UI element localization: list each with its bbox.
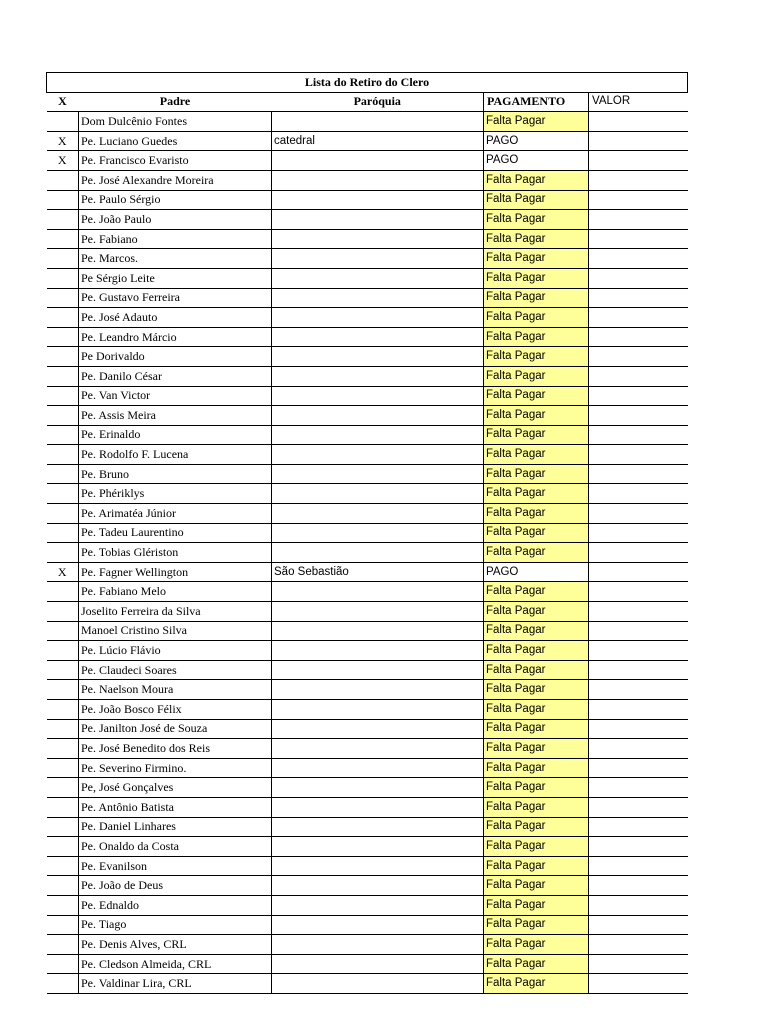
cell-paroquia bbox=[272, 151, 484, 171]
cell-valor bbox=[589, 170, 688, 190]
table-body bbox=[47, 112, 688, 994]
cell-valor bbox=[589, 190, 688, 210]
cell-padre: Pe. Tiago bbox=[79, 915, 272, 935]
cell-padre: Pe. Fabiano Melo bbox=[79, 582, 272, 602]
cell-x bbox=[47, 504, 79, 524]
cell-valor bbox=[589, 425, 688, 445]
cell-padre: Manoel Cristino Silva bbox=[79, 621, 272, 641]
table-row bbox=[47, 445, 688, 465]
cell-padre: Pe. José Benedito dos Reis bbox=[79, 739, 272, 759]
cell-pagamento: Falta Pagar bbox=[484, 758, 589, 778]
cell-paroquia bbox=[272, 954, 484, 974]
cell-x bbox=[47, 739, 79, 759]
cell-valor bbox=[589, 739, 688, 759]
cell-pagamento: Falta Pagar bbox=[484, 602, 589, 622]
cell-valor bbox=[589, 935, 688, 955]
cell-x bbox=[47, 308, 79, 328]
cell-paroquia bbox=[272, 406, 484, 426]
cell-valor bbox=[589, 915, 688, 935]
cell-x bbox=[47, 954, 79, 974]
cell-valor bbox=[589, 562, 688, 582]
cell-paroquia bbox=[272, 602, 484, 622]
cell-pagamento: PAGO bbox=[484, 131, 589, 151]
cell-x bbox=[47, 582, 79, 602]
cell-paroquia bbox=[272, 464, 484, 484]
cell-valor bbox=[589, 131, 688, 151]
cell-paroquia bbox=[272, 895, 484, 915]
cell-pagamento: Falta Pagar bbox=[484, 837, 589, 857]
cell-valor bbox=[589, 347, 688, 367]
cell-pagamento: Falta Pagar bbox=[484, 700, 589, 720]
cell-x bbox=[47, 837, 79, 857]
cell-paroquia: São Sebastião bbox=[272, 562, 484, 582]
cell-x bbox=[47, 386, 79, 406]
cell-x bbox=[47, 249, 79, 269]
table-row bbox=[47, 170, 688, 190]
cell-valor bbox=[589, 954, 688, 974]
table-row bbox=[47, 308, 688, 328]
cell-paroquia bbox=[272, 190, 484, 210]
cell-valor bbox=[589, 817, 688, 837]
cell-paroquia bbox=[272, 876, 484, 896]
table-row bbox=[47, 523, 688, 543]
cell-valor bbox=[589, 249, 688, 269]
cell-pagamento: Falta Pagar bbox=[484, 445, 589, 465]
cell-valor bbox=[589, 386, 688, 406]
cell-padre: Pe. Cledson Almeida, CRL bbox=[79, 954, 272, 974]
cell-valor bbox=[589, 700, 688, 720]
cell-padre: Pe. Denis Alves, CRL bbox=[79, 935, 272, 955]
cell-padre: Pe. Arimatéa Júnior bbox=[79, 504, 272, 524]
cell-x bbox=[47, 445, 79, 465]
cell-pagamento: Falta Pagar bbox=[484, 249, 589, 269]
cell-x bbox=[47, 425, 79, 445]
cell-paroquia bbox=[272, 112, 484, 132]
table-row bbox=[47, 935, 688, 955]
table-row bbox=[47, 347, 688, 367]
cell-padre: Pe. João Paulo bbox=[79, 210, 272, 230]
cell-valor bbox=[589, 484, 688, 504]
cell-pagamento: Falta Pagar bbox=[484, 523, 589, 543]
cell-pagamento: Falta Pagar bbox=[484, 719, 589, 739]
title-row bbox=[47, 73, 688, 93]
cell-pagamento: Falta Pagar bbox=[484, 876, 589, 896]
cell-padre: Pe. Danilo César bbox=[79, 366, 272, 386]
cell-valor bbox=[589, 504, 688, 524]
table-row bbox=[47, 739, 688, 759]
cell-paroquia bbox=[272, 366, 484, 386]
cell-valor bbox=[589, 778, 688, 798]
cell-padre: Pe. Claudeci Soares bbox=[79, 660, 272, 680]
cell-pagamento: Falta Pagar bbox=[484, 504, 589, 524]
cell-padre: Pe. Rodolfo F. Lucena bbox=[79, 445, 272, 465]
table-row bbox=[47, 425, 688, 445]
cell-paroquia bbox=[272, 523, 484, 543]
cell-valor bbox=[589, 543, 688, 563]
cell-paroquia bbox=[272, 680, 484, 700]
cell-x bbox=[47, 719, 79, 739]
cell-paroquia bbox=[272, 504, 484, 524]
table-row bbox=[47, 464, 688, 484]
table-row bbox=[47, 582, 688, 602]
table-row bbox=[47, 837, 688, 857]
cell-padre: Pe. Luciano Guedes bbox=[79, 131, 272, 151]
cell-pagamento: Falta Pagar bbox=[484, 484, 589, 504]
cell-pagamento: Falta Pagar bbox=[484, 778, 589, 798]
cell-x: X bbox=[47, 151, 79, 171]
cell-valor bbox=[589, 719, 688, 739]
cell-paroquia bbox=[272, 856, 484, 876]
cell-padre: Pe. Severino Firmino. bbox=[79, 758, 272, 778]
cell-paroquia bbox=[272, 249, 484, 269]
cell-paroquia bbox=[272, 386, 484, 406]
table-row bbox=[47, 778, 688, 798]
cell-paroquia bbox=[272, 915, 484, 935]
cell-pagamento: Falta Pagar bbox=[484, 406, 589, 426]
cell-padre: Pe, José Gonçalves bbox=[79, 778, 272, 798]
cell-x bbox=[47, 602, 79, 622]
cell-pagamento: Falta Pagar bbox=[484, 817, 589, 837]
cell-paroquia bbox=[272, 425, 484, 445]
cell-valor bbox=[589, 406, 688, 426]
cell-pagamento: Falta Pagar bbox=[484, 268, 589, 288]
table-row bbox=[47, 974, 688, 994]
cell-paroquia bbox=[272, 327, 484, 347]
cell-paroquia bbox=[272, 660, 484, 680]
cell-paroquia bbox=[272, 974, 484, 994]
cell-padre: Pe. Tobias Glériston bbox=[79, 543, 272, 563]
cell-pagamento: Falta Pagar bbox=[484, 464, 589, 484]
table-row bbox=[47, 543, 688, 563]
cell-padre: Joselito Ferreira da Silva bbox=[79, 602, 272, 622]
cell-pagamento: Falta Pagar bbox=[484, 680, 589, 700]
cell-x bbox=[47, 856, 79, 876]
cell-valor bbox=[589, 660, 688, 680]
table-row bbox=[47, 602, 688, 622]
table-row bbox=[47, 268, 688, 288]
cell-pagamento: Falta Pagar bbox=[484, 347, 589, 367]
cell-x bbox=[47, 641, 79, 661]
table-row bbox=[47, 719, 688, 739]
cell-padre: Dom Dulcênio Fontes bbox=[79, 112, 272, 132]
cell-padre: Pe. Paulo Sérgio bbox=[79, 190, 272, 210]
table-row bbox=[47, 366, 688, 386]
cell-paroquia bbox=[272, 308, 484, 328]
cell-x bbox=[47, 700, 79, 720]
cell-valor bbox=[589, 229, 688, 249]
table-row bbox=[47, 112, 688, 132]
cell-pagamento: Falta Pagar bbox=[484, 112, 589, 132]
cell-valor bbox=[589, 327, 688, 347]
cell-padre: Pe. Leandro Márcio bbox=[79, 327, 272, 347]
cell-x bbox=[47, 268, 79, 288]
cell-x bbox=[47, 347, 79, 367]
table-row bbox=[47, 621, 688, 641]
cell-padre: Pe. José Adauto bbox=[79, 308, 272, 328]
cell-paroquia bbox=[272, 719, 484, 739]
cell-x bbox=[47, 935, 79, 955]
cell-x bbox=[47, 974, 79, 994]
cell-padre: Pe. Tadeu Laurentino bbox=[79, 523, 272, 543]
cell-pagamento: Falta Pagar bbox=[484, 543, 589, 563]
table-row bbox=[47, 876, 688, 896]
cell-paroquia bbox=[272, 778, 484, 798]
cell-padre: Pe. Fagner Wellington bbox=[79, 562, 272, 582]
cell-padre: Pe. Antônio Batista bbox=[79, 797, 272, 817]
cell-valor bbox=[589, 523, 688, 543]
table-row bbox=[47, 406, 688, 426]
table-row bbox=[47, 210, 688, 230]
cell-paroquia bbox=[272, 543, 484, 563]
cell-valor bbox=[589, 856, 688, 876]
cell-paroquia bbox=[272, 935, 484, 955]
table-row bbox=[47, 131, 688, 151]
cell-padre: Pe Sérgio Leite bbox=[79, 268, 272, 288]
cell-padre: Pe. Van Victor bbox=[79, 386, 272, 406]
cell-x bbox=[47, 817, 79, 837]
cell-padre: Pe. Lúcio Flávio bbox=[79, 641, 272, 661]
cell-paroquia bbox=[272, 582, 484, 602]
cell-pagamento: Falta Pagar bbox=[484, 915, 589, 935]
cell-padre: Pe. Daniel Linhares bbox=[79, 817, 272, 837]
cell-x bbox=[47, 170, 79, 190]
table-row bbox=[47, 660, 688, 680]
cell-valor bbox=[589, 445, 688, 465]
cell-paroquia bbox=[272, 758, 484, 778]
header-pagamento: PAGAMENTO bbox=[484, 92, 589, 112]
cell-padre: Pe. Fabiano bbox=[79, 229, 272, 249]
cell-pagamento: Falta Pagar bbox=[484, 229, 589, 249]
table-row bbox=[47, 895, 688, 915]
cell-padre: Pe. Phériklys bbox=[79, 484, 272, 504]
cell-x bbox=[47, 915, 79, 935]
cell-pagamento: PAGO bbox=[484, 562, 589, 582]
cell-padre: Pe. Assis Meira bbox=[79, 406, 272, 426]
cell-pagamento: Falta Pagar bbox=[484, 190, 589, 210]
cell-x bbox=[47, 190, 79, 210]
table-row bbox=[47, 758, 688, 778]
cell-valor bbox=[589, 895, 688, 915]
cell-valor bbox=[589, 582, 688, 602]
cell-padre: Pe. Evanilson bbox=[79, 856, 272, 876]
table-row bbox=[47, 954, 688, 974]
cell-pagamento: Falta Pagar bbox=[484, 327, 589, 347]
cell-pagamento: Falta Pagar bbox=[484, 621, 589, 641]
cell-padre: Pe. Erinaldo bbox=[79, 425, 272, 445]
cell-paroquia bbox=[272, 484, 484, 504]
cell-pagamento: Falta Pagar bbox=[484, 210, 589, 230]
cell-x bbox=[47, 895, 79, 915]
table-row bbox=[47, 797, 688, 817]
header-paroquia: Paróquia bbox=[272, 92, 484, 112]
cell-x bbox=[47, 464, 79, 484]
cell-valor bbox=[589, 151, 688, 171]
cell-x bbox=[47, 327, 79, 347]
cell-padre: Pe. Francisco Evaristo bbox=[79, 151, 272, 171]
header-padre: Padre bbox=[79, 92, 272, 112]
cell-x bbox=[47, 797, 79, 817]
cell-pagamento: PAGO bbox=[484, 151, 589, 171]
table-row bbox=[47, 641, 688, 661]
table-row bbox=[47, 249, 688, 269]
cell-valor bbox=[589, 210, 688, 230]
table-row bbox=[47, 504, 688, 524]
cell-x bbox=[47, 229, 79, 249]
cell-x bbox=[47, 366, 79, 386]
cell-pagamento: Falta Pagar bbox=[484, 856, 589, 876]
table-row bbox=[47, 151, 688, 171]
cell-pagamento: Falta Pagar bbox=[484, 170, 589, 190]
cell-valor bbox=[589, 680, 688, 700]
cell-valor bbox=[589, 288, 688, 308]
cell-valor bbox=[589, 112, 688, 132]
cell-paroquia bbox=[272, 268, 484, 288]
cell-x: X bbox=[47, 562, 79, 582]
cell-paroquia bbox=[272, 641, 484, 661]
cell-paroquia bbox=[272, 621, 484, 641]
cell-pagamento: Falta Pagar bbox=[484, 739, 589, 759]
cell-paroquia bbox=[272, 347, 484, 367]
cell-valor bbox=[589, 974, 688, 994]
cell-paroquia bbox=[272, 288, 484, 308]
cell-x bbox=[47, 543, 79, 563]
table-row bbox=[47, 817, 688, 837]
cell-x bbox=[47, 758, 79, 778]
table-row bbox=[47, 288, 688, 308]
table-row bbox=[47, 190, 688, 210]
cell-pagamento: Falta Pagar bbox=[484, 425, 589, 445]
cell-paroquia bbox=[272, 797, 484, 817]
cell-x bbox=[47, 484, 79, 504]
cell-paroquia bbox=[272, 445, 484, 465]
cell-pagamento: Falta Pagar bbox=[484, 288, 589, 308]
cell-paroquia bbox=[272, 170, 484, 190]
cell-valor bbox=[589, 876, 688, 896]
cell-padre: Pe. Gustavo Ferreira bbox=[79, 288, 272, 308]
cell-paroquia bbox=[272, 739, 484, 759]
cell-padre: Pe. Ednaldo bbox=[79, 895, 272, 915]
cell-x bbox=[47, 621, 79, 641]
cell-x bbox=[47, 660, 79, 680]
cell-x bbox=[47, 778, 79, 798]
header-x: X bbox=[47, 92, 79, 112]
cell-x bbox=[47, 876, 79, 896]
table-row bbox=[47, 484, 688, 504]
table-row bbox=[47, 680, 688, 700]
cell-paroquia bbox=[272, 210, 484, 230]
cell-x bbox=[47, 112, 79, 132]
cell-valor bbox=[589, 464, 688, 484]
cell-padre: Pe. Janilton José de Souza bbox=[79, 719, 272, 739]
cell-pagamento: Falta Pagar bbox=[484, 954, 589, 974]
cell-paroquia bbox=[272, 700, 484, 720]
table-row bbox=[47, 386, 688, 406]
table-row bbox=[47, 327, 688, 347]
cell-valor bbox=[589, 641, 688, 661]
cell-valor bbox=[589, 621, 688, 641]
cell-pagamento: Falta Pagar bbox=[484, 974, 589, 994]
cell-valor bbox=[589, 837, 688, 857]
cell-x bbox=[47, 680, 79, 700]
sheet-title: Lista do Retiro do Clero bbox=[47, 73, 688, 93]
cell-x bbox=[47, 406, 79, 426]
cell-pagamento: Falta Pagar bbox=[484, 797, 589, 817]
cell-padre: Pe. João Bosco Félix bbox=[79, 700, 272, 720]
cell-padre: Pe. Naelson Moura bbox=[79, 680, 272, 700]
cell-valor bbox=[589, 308, 688, 328]
cell-padre: Pe. Onaldo da Costa bbox=[79, 837, 272, 857]
header-row bbox=[47, 92, 688, 112]
cell-pagamento: Falta Pagar bbox=[484, 582, 589, 602]
cell-valor bbox=[589, 758, 688, 778]
cell-padre: Pe. José Alexandre Moreira bbox=[79, 170, 272, 190]
table-row bbox=[47, 700, 688, 720]
cell-pagamento: Falta Pagar bbox=[484, 895, 589, 915]
cell-pagamento: Falta Pagar bbox=[484, 308, 589, 328]
cell-pagamento: Falta Pagar bbox=[484, 641, 589, 661]
cell-valor bbox=[589, 366, 688, 386]
cell-x: X bbox=[47, 131, 79, 151]
cell-padre: Pe. Marcos. bbox=[79, 249, 272, 269]
cell-x bbox=[47, 523, 79, 543]
cell-padre: Pe. João de Deus bbox=[79, 876, 272, 896]
cell-paroquia bbox=[272, 229, 484, 249]
cell-paroquia: catedral bbox=[272, 131, 484, 151]
cell-padre: Pe Dorivaldo bbox=[79, 347, 272, 367]
cell-pagamento: Falta Pagar bbox=[484, 660, 589, 680]
table-row bbox=[47, 562, 688, 582]
cell-x bbox=[47, 288, 79, 308]
cell-x bbox=[47, 210, 79, 230]
cell-paroquia bbox=[272, 837, 484, 857]
table-row bbox=[47, 229, 688, 249]
cell-pagamento: Falta Pagar bbox=[484, 366, 589, 386]
cell-paroquia bbox=[272, 817, 484, 837]
table-row bbox=[47, 915, 688, 935]
cell-valor bbox=[589, 797, 688, 817]
table-row bbox=[47, 856, 688, 876]
cell-valor bbox=[589, 602, 688, 622]
cell-padre: Pe. Valdinar Lira, CRL bbox=[79, 974, 272, 994]
header-valor: VALOR bbox=[589, 92, 688, 112]
cell-valor bbox=[589, 268, 688, 288]
cell-pagamento: Falta Pagar bbox=[484, 935, 589, 955]
cell-padre: Pe. Bruno bbox=[79, 464, 272, 484]
clergy-retreat-table bbox=[46, 72, 688, 994]
cell-pagamento: Falta Pagar bbox=[484, 386, 589, 406]
